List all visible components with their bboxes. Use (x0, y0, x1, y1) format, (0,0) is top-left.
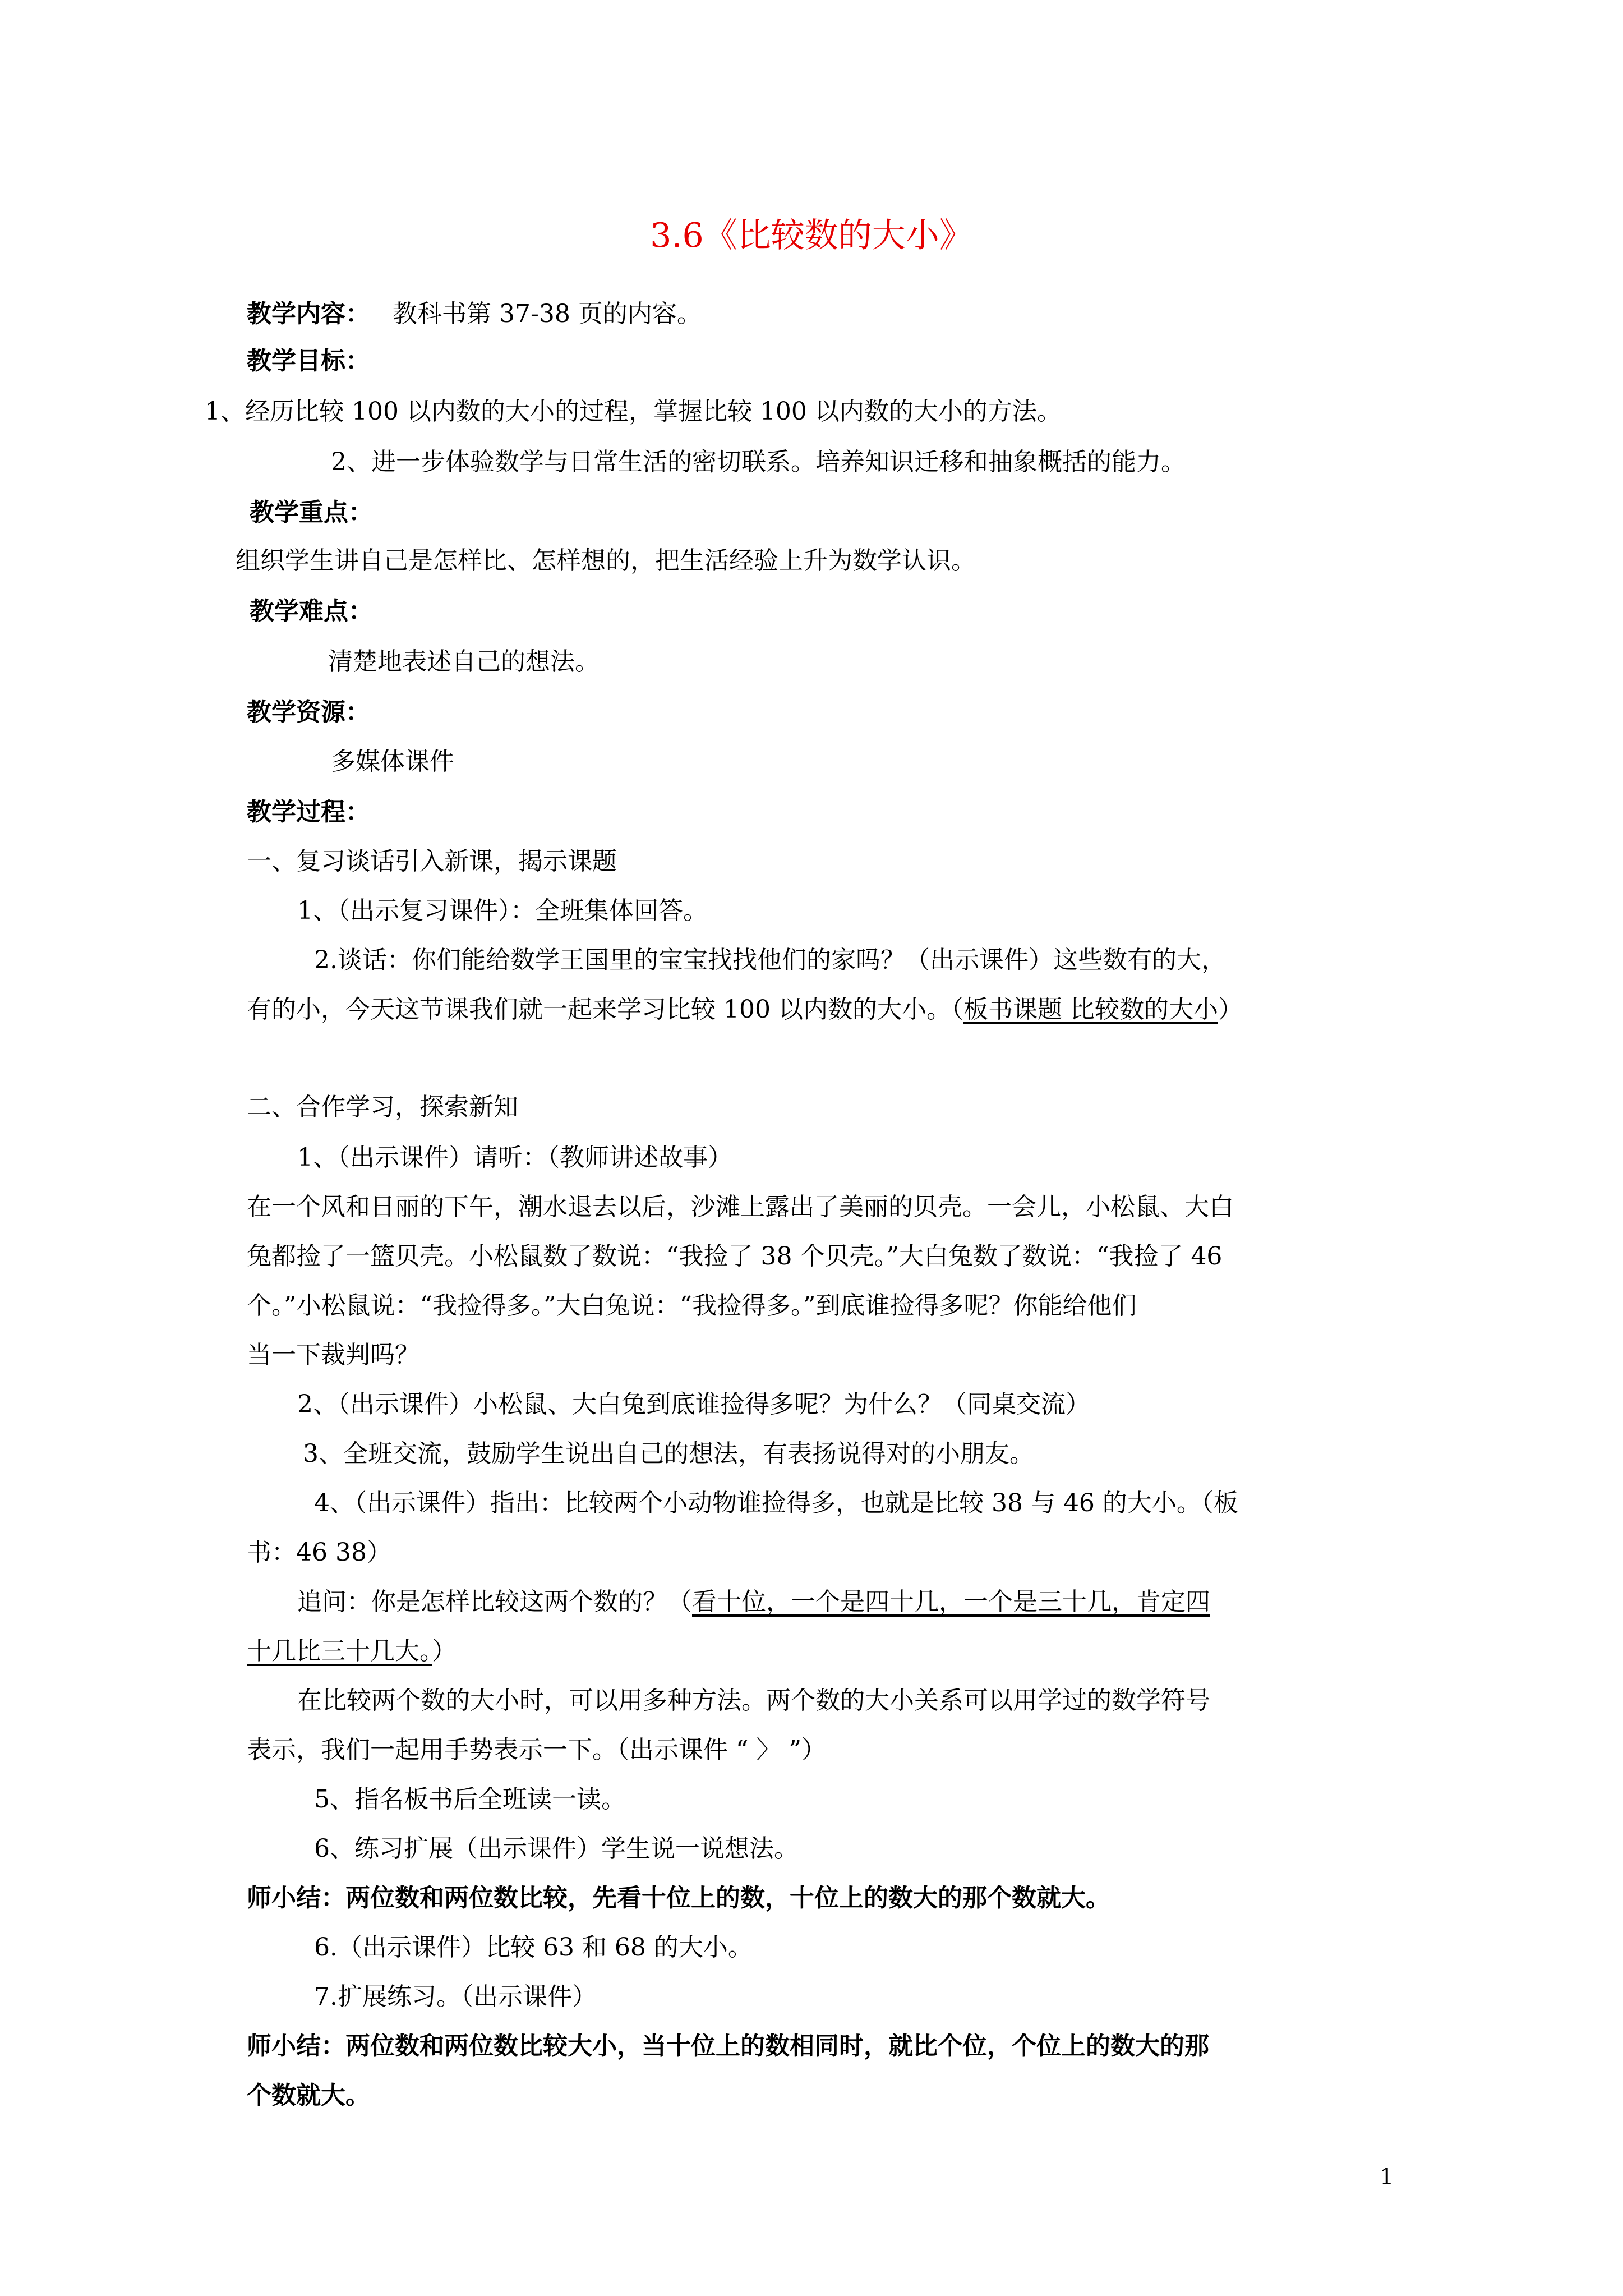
story-line-4: 当一下裁判吗？ (247, 1341, 419, 1369)
ask-end: ） (432, 1637, 457, 1665)
summary-1: 师小结：两位数和两位数比较，先看十位上的数，十位上的数大的那个数就大。 (247, 1884, 1110, 1912)
ask-line-1 (297, 1585, 1210, 1619)
process-label: 教学过程： (247, 798, 370, 826)
section2-item5: 5、指名板书后全班读一读。 (314, 1785, 626, 1814)
key-text: 组织学生讲自己是怎样比、怎样想的，把生活经验上升为数学认识。 (236, 546, 976, 575)
key-label: 教学重点： (250, 498, 373, 527)
ask-line-2 (247, 1635, 457, 1668)
section1-item2-line1: 2.谈话：你们能给数学王国里的宝宝找找他们的家吗？（出示课件）这些数有的大， (314, 946, 1226, 974)
content-text: 教科书第 37-38 页的内容。 (393, 300, 702, 328)
difficult-label: 教学难点： (250, 597, 373, 625)
resource-label: 教学资源： (247, 698, 370, 726)
summary-2-line2: 个数就大。 (247, 2081, 370, 2110)
compare-line-1: 在比较两个数的大小时，可以用多种方法。两个数的大小关系可以用学过的数学符号 (297, 1686, 1210, 1715)
section2-item7: 7.扩展练习。（出示课件） (314, 1982, 597, 2011)
section2-heading: 二、合作学习，探索新知 (247, 1093, 518, 1121)
section1-item2-line2 (247, 993, 1243, 1027)
ask-answer-part2: 十几比三十几大。 (247, 1637, 432, 1665)
story-line-2: 兔都捡了一篮贝壳。小松鼠数了数说：“我捡了 38 个贝壳。”大白兔数了数说：“我捡了 46 (247, 1242, 1223, 1271)
item2-line2-text: 有的小，今天这节课我们就一起来学习比较 100 以内数的大小。（ (247, 995, 963, 1024)
compare-line-2: 表示，我们一起用手势表示一下。（出示课件 “ 〉 ”） (247, 1736, 826, 1764)
goals-label: 教学目标： (247, 347, 370, 375)
content-label: 教学内容： (247, 300, 370, 328)
page-number: 1 (1380, 2164, 1394, 2190)
section2-item3: 3、全班交流，鼓励学生说出自己的想法，有表扬说得对的小朋友。 (303, 1439, 1034, 1468)
item2-line2-end: ） (1218, 995, 1243, 1024)
story-line-1: 在一个风和日丽的下午，潮水退去以后，沙滩上露出了美丽的贝壳。一会儿，小松鼠、大白 (247, 1193, 1234, 1221)
section1-heading: 一、复习谈话引入新课，揭示课题 (247, 847, 617, 876)
summary-2-line1: 师小结：两位数和两位数比较大小，当十位上的数相同时，就比个位，个位上的数大的那 (247, 2032, 1209, 2060)
goal-2: 2、进一步体验数学与日常生活的密切联系。培养知识迁移和抽象概括的能力。 (331, 448, 1186, 476)
section2-item4-line2: 书：46 38） (247, 1538, 391, 1567)
section2-item4-line1: 4、（出示课件）指出：比较两个小动物谁捡得多，也就是比较 38 与 46 的大小。（板 (314, 1489, 1238, 1517)
goal-1: 1、经历比较 100 以内数的大小的过程，掌握比较 100 以内数的大小的方法。 (205, 397, 1062, 426)
board-title-text: 板书课题 比较数的大小 (963, 995, 1218, 1024)
ask-answer-part1: 看十位，一个是四十几，一个是三十几，肯定四 (692, 1588, 1210, 1616)
section1-item1: 1、（出示复习课件）：全班集体回答。 (297, 896, 708, 925)
section2-item1: 1、（出示课件）请听：（教师讲述故事） (297, 1143, 732, 1172)
section2-item2: 2、（出示课件）小松鼠、大白兔到底谁捡得多呢？为什么？（同桌交流） (297, 1390, 1090, 1419)
ask-text: 追问：你是怎样比较这两个数的？（ (297, 1588, 692, 1616)
story-line-3: 个。”小松鼠说：“我捡得多。”大白兔说：“我捡得多。”到底谁捡得多呢？你能给他们 (247, 1291, 1137, 1320)
resource-text: 多媒体课件 (331, 747, 454, 776)
page-title: 3.6《比较数的大小》 (650, 216, 973, 255)
difficult-text: 清楚地表述自己的想法。 (328, 647, 600, 676)
section2-item6: 6、练习扩展（出示课件）学生说一说想法。 (314, 1834, 799, 1863)
section2-item6b: 6.（出示课件）比较 63 和 68 的大小。 (314, 1933, 753, 1962)
